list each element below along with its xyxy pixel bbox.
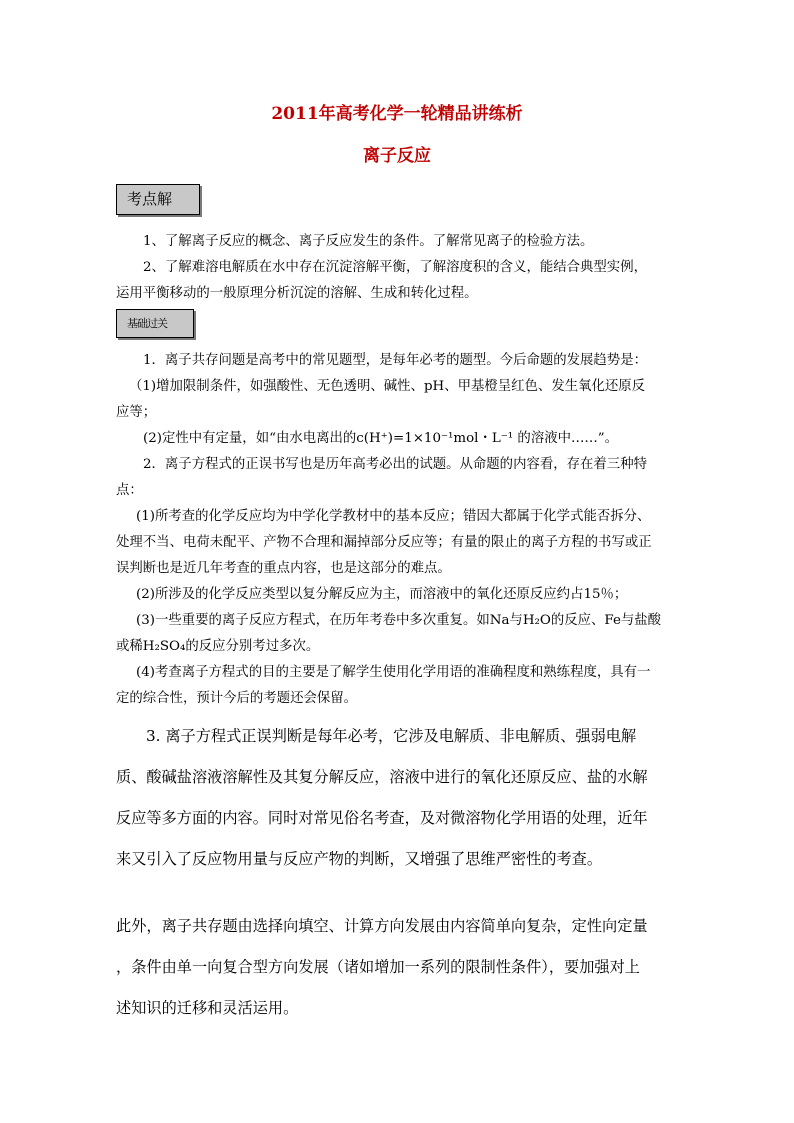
document-title: 2011年高考化学一轮精品讲练析 bbox=[271, 104, 523, 124]
basics-line: (4)考查离子方程式的目的主要是了解学生使用化学用语的准确程度和熟练程度，具有一 bbox=[136, 665, 651, 680]
basics-line: 或稀H₂SO₄的反应分别考过多次。 bbox=[116, 639, 320, 654]
section-label-exam-points: 考点解 bbox=[116, 184, 200, 215]
paragraph-coexistence bbox=[116, 906, 678, 1029]
basics-line: (2)定性中有定量，如“由水电离出的c(H⁺)=1×10⁻¹mol・L⁻¹ 的溶液中……”。 bbox=[143, 431, 619, 446]
basics-line: 处理不当、电荷未配平、产物不合理和漏掉部分反应等；有量的限止的离子方程的书写或正 bbox=[116, 535, 652, 550]
basics-line: 误判断也是近几年考查的重点内容，也是这部分的难点。 bbox=[116, 561, 451, 576]
paragraph-line: 反应等多方面的内容。同时对常见俗名考查，及对微溶物化学用语的处理，近年 bbox=[116, 809, 648, 827]
paragraph-line: ，条件由单一向复合型方向发展（诸如增加一系列的限制性条件），要加强对上 bbox=[116, 958, 640, 976]
basics-text bbox=[116, 348, 678, 712]
section-label-basics: 基础过关 bbox=[116, 309, 194, 338]
exam-point-line: 2、了解难溶电解质在水中存在沉淀溶解平衡，了解溶度积的含义，能结合典型实例， bbox=[143, 260, 647, 275]
basics-line: (3)一些重要的离子反应方程式，在历年考卷中多次重复。如Na与H₂O的反应、Fe与盐酸 bbox=[136, 613, 662, 628]
basics-line: (2)所涉及的化学反应类型以复分解反应为主，而溶液中的氧化还原反应约占15％； bbox=[136, 587, 628, 602]
paragraph-line: 述知识的迁移和灵活运用。 bbox=[116, 999, 299, 1017]
basics-line: (1)所考查的化学反应均为中学化学教材中的基本反应；错因大都属于化学式能否拆分、 bbox=[136, 509, 651, 524]
exam-points-text bbox=[116, 229, 678, 307]
basics-line: 1．离子共存问题是高考中的常见题型，是每年必考的题型。今后命题的发展趋势是： bbox=[143, 353, 647, 368]
paragraph-line: 3. 离子方程式正误判断是每年必考，它涉及电解质、非电解质、强弱电解 bbox=[146, 727, 637, 745]
exam-point-line: 运用平衡移动的一般原理分析沉淀的溶解、生成和转化过程。 bbox=[116, 286, 478, 301]
paragraph-line: 此外，离子共存题由选择向填空、计算方向发展由内容简单向复杂，定性向定量 bbox=[116, 917, 648, 935]
paragraph-line: 质、酸碱盐溶液溶解性及其复分解反应，溶液中进行的氧化还原反应、盐的水解 bbox=[116, 768, 648, 786]
basics-line: 应等； bbox=[116, 405, 157, 420]
basics-line: （1)增加限制条件，如强酸性、无色透明、碱性、pH、甲基橙呈红色、发生氧化还原反 bbox=[129, 379, 646, 394]
basics-line: 定的综合性，预计今后的考题还会保留。 bbox=[116, 691, 358, 706]
exam-point-line: 1、了解离子反应的概念、离子反应发生的条件。了解常见离子的检验方法。 bbox=[143, 234, 594, 249]
basics-line: 2．离子方程式的正误书写也是历年高考必出的试题。从命题的内容看，存在着三种特 bbox=[143, 457, 647, 472]
paragraph-line: 来又引入了反应物用量与反应产物的判断，又增强了思维严密性的考查。 bbox=[116, 850, 602, 868]
paragraph-ion-equation bbox=[116, 716, 678, 880]
document-subtitle: 离子反应 bbox=[363, 146, 431, 166]
basics-line: 点： bbox=[116, 483, 143, 498]
